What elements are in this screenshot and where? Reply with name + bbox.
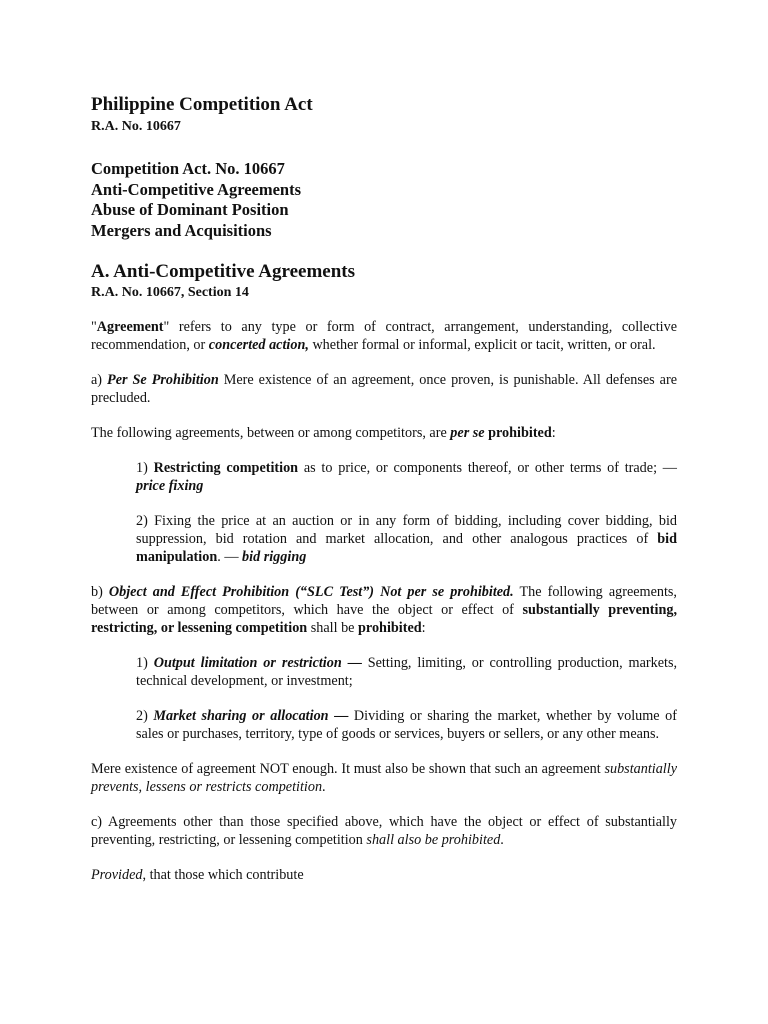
other-agreements: c) Agreements other than those specified above, which have the object or effect of substantially preventing, restricting, or lessening competition shall also be prohibited. (91, 814, 677, 848)
item-output-limitation: 1) Output limitation or restriction — Setting, limiting, or controlling production, markets, technical development, or investment; (136, 655, 678, 689)
provided-clause: Provided, that those which contribute (91, 867, 304, 883)
per-se-prohibition: a) Per Se Prohibition Mere existence of an agreement, once proven, is punishable. All defenses are precluded. (91, 372, 677, 406)
heading-item: Abuse of Dominant Position (91, 200, 289, 219)
item-bid-rigging: 2) Fixing the price at an auction or in any form of bidding, including cover bidding, bid suppression, bid rotation and market allocation, and other analogous practices of bid manipulation. — bid rigging (136, 513, 677, 565)
section-a-title: A. Anti-Competitive Agreements (91, 261, 356, 282)
heading-item: Anti-Competitive Agreements (91, 179, 302, 199)
agreement-definition: "Agreement" refers to any type or form of contract, arrangement, understanding, collective recommendation, or concerted action, whether formal or informal, explicit or tacit, written, or oral. (91, 319, 677, 353)
item-market-sharing: 2) Market sharing or allocation — Dividing or sharing the market, whether by volume of sales or purchases, territory, type of goods or services, buyers or sellers, or any other means. (136, 708, 677, 742)
ra-number: R.A. No. 10667 (91, 119, 181, 134)
document-title: Philippine Competition Act (91, 94, 313, 115)
heading-list (91, 159, 677, 241)
document-body (91, 92, 677, 884)
heading-item: Mergers and Acquisitions (91, 220, 272, 240)
heading-item: Competition Act. No. 10667 (91, 159, 285, 178)
item-price-fixing: 1) Restricting competition as to price, or components thereof, or other terms of trade; — price fixing (136, 460, 677, 494)
section-a-ref: R.A. No. 10667, Section 14 (91, 285, 249, 300)
mere-existence-note: Mere existence of agreement NOT enough. It must also be shown that such an agreement substantially prevents, lessens or restricts competition. (91, 761, 677, 795)
object-effect-prohibition: b) Object and Effect Prohibition (“SLC Test”) Not per se prohibited. The following agreements, between or among competitors, which have the object or effect of substantially preventing, restricting, or lessening competition shall be prohibited: (91, 584, 678, 636)
following-agreements: The following agreements, between or among competitors, are per se prohibited: (91, 425, 556, 441)
